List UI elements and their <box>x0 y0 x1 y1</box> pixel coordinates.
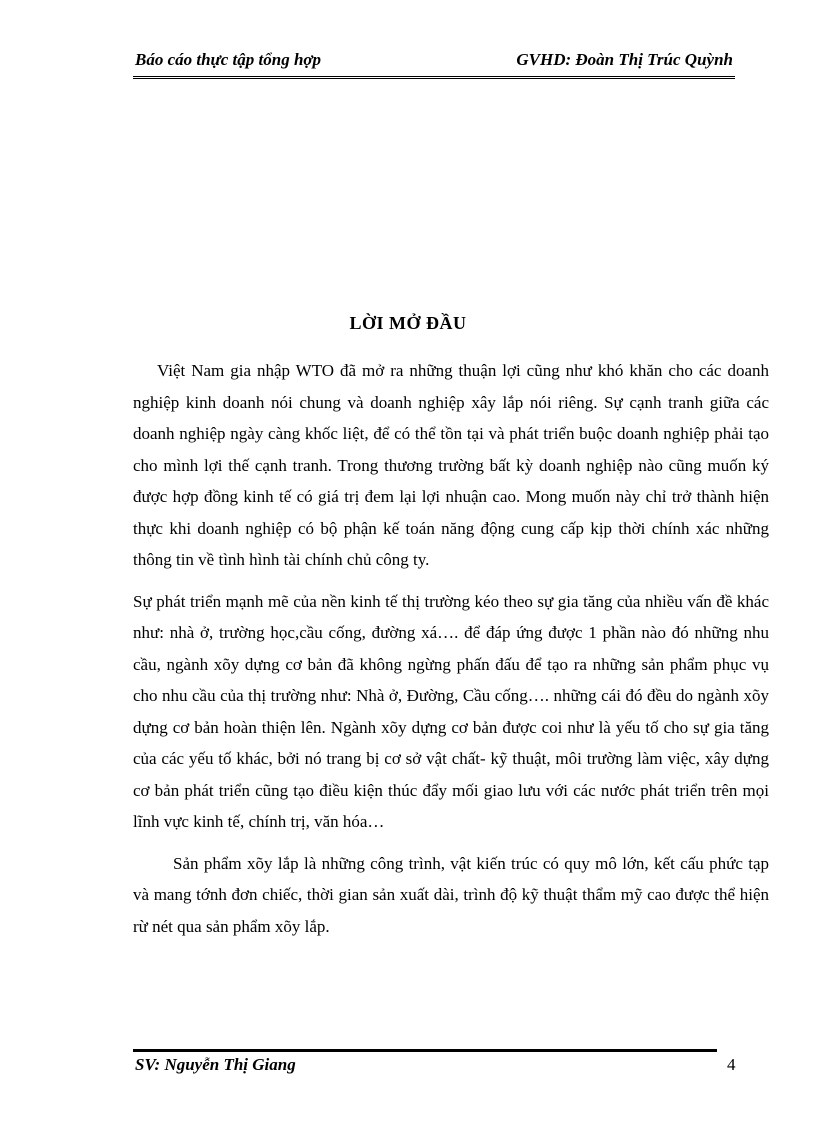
page-number: 4 <box>727 1055 736 1074</box>
section-title: LỜI MỞ ĐẦU <box>349 313 467 333</box>
report-title: Báo cáo thực tập tổng hợp <box>135 50 322 69</box>
student-name: SV: Nguyễn Thị Giang <box>135 1055 296 1074</box>
supervisor-name: GVHD: Đoàn Thị Trúc Quỳnh <box>516 50 733 69</box>
page-header <box>133 46 735 79</box>
body-text <box>133 355 769 942</box>
paragraph-2: Sự phát triển mạnh mẽ của nền kinh tế thị trường kéo theo sự gia tăng của nhiều vấn đề khác như: nhà ở, trường học,cầu cống, đường xá…. để đáp ứng được 1 phần nào đó những nhu cầu, ngành xõy dựng cơ bản đã không ngừng phấn đấu để tạo ra những sản phẩm phục vụ cho nhu cầu của thị trường như: Nhà ở, Đường, Cầu cống…. những cái đó đều do ngành xõy dựng cơ bản hoàn thiện lên. Ngành xõy dựng cơ bản được coi như là yếu tố cho sự gia tăng của các yếu tố khác, bởi nó trang bị cơ sở vật chất- kỹ thuật, môi trường làm việc, xây dựng cơ bản phát triển cũng tạo điều kiện thúc đẩy mối giao lưu với các nước phát triển trên mọi lĩnh vực kinh tế, chính trị, văn hóa… <box>133 591 769 831</box>
footer-divider <box>133 1049 717 1052</box>
paragraph-1: Việt Nam gia nhập WTO đã mở ra những thuận lợi cũng như khó khăn cho các doanh nghiệp kinh doanh nói chung và doanh nghiệp xây lắp nói riêng. Sự cạnh tranh giữa các doanh nghiệp ngày càng khốc liệt, để có thể tồn tại và phát triển buộc doanh nghiệp phải tạo cho mình lợi thế cạnh tranh. Trong thương trường bất kỳ doanh nghiệp nào cũng muốn ký được hợp đồng kinh tế có giá trị đem lại lợi nhuận cao. Mong muốn này chỉ trở thành hiện thực khi doanh nghiệp có bộ phận kế toán năng động cung cấp kịp thời chính xác những thông tin về tình hình tài chính chủ công ty. <box>133 361 769 569</box>
paragraph-3: Sản phẩm xõy lắp là những công trình, vật kiến trúc có quy mô lớn, kết cấu phức tạp và mang tớnh đơn chiếc, thời gian sản xuất dài, trình độ kỹ thuật thẩm mỹ cao được thể hiện rừ nét qua sản phẩm xõy lắp. <box>133 853 769 936</box>
